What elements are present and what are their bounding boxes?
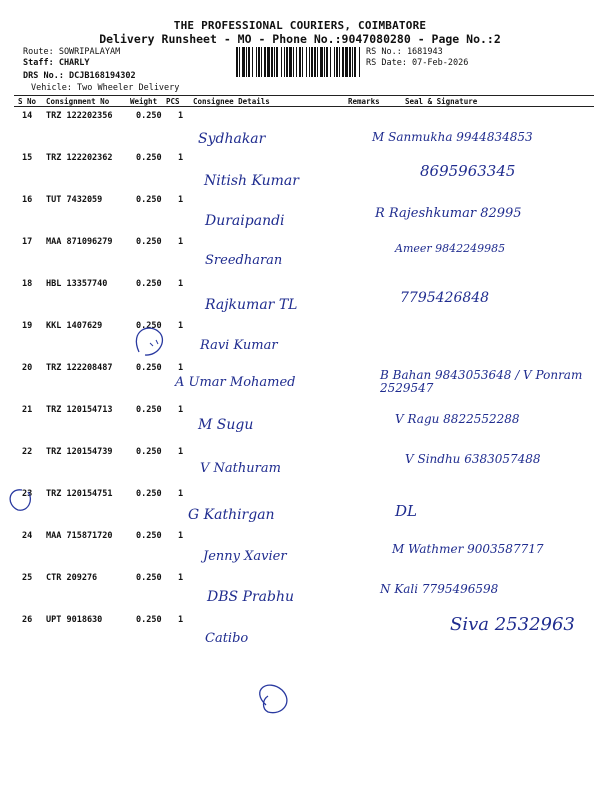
row-consignment-no: MAA 871096279	[46, 237, 113, 247]
seal-signature: V Ragu 8822552288	[395, 412, 520, 426]
barcode-bar	[334, 47, 335, 77]
seal-signature: V Sindhu 6383057488	[405, 452, 541, 466]
barcode-bar	[336, 47, 338, 77]
barcode-bar	[246, 47, 247, 77]
col-sno: S No	[18, 97, 37, 106]
consignee-signature: Jenny Xavier	[203, 549, 287, 564]
barcode-bar	[261, 47, 262, 77]
barcode-bar	[293, 47, 294, 77]
row-weight: 0.250	[136, 237, 162, 247]
row-sno: 14	[22, 111, 33, 121]
consignee-signature: Ravi Kumar	[200, 338, 278, 353]
vehicle-label: Vehicle: Two Wheeler Delivery	[31, 83, 180, 93]
barcode-bar	[242, 47, 245, 77]
consignee-signature: Sydhakar	[198, 131, 266, 147]
col-seal: Seal & Signature	[405, 97, 478, 106]
row-consignment-no: UPT 9018630	[46, 615, 103, 625]
row-weight: 0.250	[136, 279, 162, 289]
col-remarks: Remarks	[348, 97, 380, 106]
row-consignment-no: TRZ 120154751	[46, 489, 113, 499]
row-pcs: 1	[178, 111, 184, 121]
row-consignment-no: TRZ 122202356	[46, 111, 113, 121]
row-consignment-no: HBL 13357740	[46, 279, 108, 289]
row-sno: 22	[22, 447, 33, 457]
table-row	[0, 363, 600, 405]
row-pcs: 1	[178, 447, 184, 457]
row-sno: 26	[22, 615, 33, 625]
barcode-bar	[320, 47, 323, 77]
row-weight: 0.250	[136, 615, 162, 625]
barcode-bar	[281, 47, 282, 77]
row-sno: 17	[22, 237, 33, 247]
seal-signature: M Wathmer 9003587717	[392, 542, 544, 556]
barcode-bar	[309, 47, 310, 77]
barcode-bar	[306, 47, 307, 77]
barcode-bar	[289, 47, 292, 77]
runsheet-subtitle: Delivery Runsheet - MO - Phone No.:9047080280 - Page No.:2	[99, 32, 501, 46]
barcode-bar	[236, 47, 238, 77]
barcode-bar	[339, 47, 340, 77]
row-sno: 15	[22, 153, 33, 163]
row-weight: 0.250	[136, 573, 162, 583]
row-weight: 0.250	[136, 447, 162, 457]
row-sno: 24	[22, 531, 33, 541]
row-weight: 0.250	[136, 489, 162, 499]
seal-signature: Siva 2532963	[450, 614, 575, 635]
barcode-bar	[286, 47, 288, 77]
row-sno: 20	[22, 363, 33, 373]
header-divider	[14, 95, 594, 96]
consignee-signature: DBS Prabhu	[207, 589, 295, 605]
row-pcs: 1	[178, 153, 184, 163]
barcode-bar	[314, 47, 316, 77]
row-consignment-no: KKL 1407629	[46, 321, 103, 331]
table-row	[0, 321, 600, 363]
seal-signature: R Rajeshkumar 82995	[375, 206, 522, 221]
row-pcs: 1	[178, 615, 184, 625]
barcode-bar	[284, 47, 285, 77]
row-sno: 18	[22, 279, 33, 289]
row-consignment-no: TRZ 120154739	[46, 447, 113, 457]
barcode-bar	[276, 47, 278, 77]
row-pcs: 1	[178, 573, 184, 583]
consignee-signature: G Kathirgan	[188, 507, 275, 523]
seal-signature: Ameer 9842249985	[395, 242, 506, 255]
route-label: Route: SOWRIPALAYAM	[23, 47, 121, 57]
table-row	[0, 153, 600, 195]
barcode-bar	[354, 47, 356, 77]
row-consignment-no: TRZ 122202362	[46, 153, 113, 163]
barcode-bar	[248, 47, 250, 77]
table-row	[0, 573, 600, 615]
col-consignment: Consignment No	[46, 97, 110, 106]
row-consignment-no: MAA 715871720	[46, 531, 113, 541]
barcode-bar	[252, 47, 253, 77]
consignee-signature: A Umar Mohamed	[175, 375, 296, 390]
barcode-bar	[274, 47, 275, 77]
row-pcs: 1	[178, 195, 184, 205]
barcode-bar	[267, 47, 270, 77]
table-row	[0, 279, 600, 321]
col-consignee: Consignee Details	[193, 97, 270, 106]
barcode-bar	[345, 47, 348, 77]
barcode-bar	[299, 47, 301, 77]
seal-signature: B Bahan 9843053648 / V Ponram 2529547	[380, 368, 583, 396]
barcode-bar	[256, 47, 257, 77]
row-weight: 0.250	[136, 195, 162, 205]
barcode-bar	[317, 47, 318, 77]
col-weight: Weight	[130, 97, 158, 106]
seal-signature: N Kali 7795496598	[380, 582, 499, 596]
table-row	[0, 489, 600, 531]
rs-date: RS Date: 07-Feb-2026	[366, 58, 469, 68]
row-weight: 0.250	[136, 531, 162, 541]
row-sno: 16	[22, 195, 33, 205]
seal-signature: 7795426848	[400, 290, 490, 306]
barcode-bar	[342, 47, 344, 77]
barcode-bar	[311, 47, 313, 77]
row-sno: 19	[22, 321, 33, 331]
table-row	[0, 237, 600, 279]
seal-signature: DL	[395, 502, 417, 520]
barcode-bar	[302, 47, 303, 77]
row-sno: 25	[22, 573, 33, 583]
consignee-signature: Rajkumar TL	[205, 297, 298, 313]
row-weight: 0.250	[136, 321, 162, 331]
barcode-bar	[326, 47, 328, 77]
table-row	[0, 447, 600, 489]
row-weight: 0.250	[136, 153, 162, 163]
barcode	[236, 47, 362, 77]
header-divider-bottom	[14, 106, 594, 107]
row-weight: 0.250	[136, 363, 162, 373]
barcode-bar	[296, 47, 297, 77]
table-row	[0, 195, 600, 237]
table-row	[0, 531, 600, 573]
barcode-bar	[258, 47, 260, 77]
consignee-signature: Duraipandi	[205, 213, 285, 229]
staff-label: Staff: CHARLY	[23, 58, 90, 68]
row-sno: 21	[22, 405, 33, 415]
drs-label: DRS No.: DCJB168194302	[23, 71, 136, 81]
table-row	[0, 111, 600, 153]
barcode-bar	[359, 47, 360, 77]
barcode-bar	[349, 47, 351, 77]
row-pcs: 1	[178, 279, 184, 289]
row-pcs: 1	[178, 321, 184, 331]
row-consignment-no: TUT 7432059	[46, 195, 103, 205]
barcode-bar	[239, 47, 240, 77]
row-consignment-no: CTR 209276	[46, 573, 98, 583]
row-sno: 23	[22, 489, 33, 499]
table-row	[0, 615, 600, 657]
row-consignment-no: TRZ 122208487	[46, 363, 113, 373]
row-weight: 0.250	[136, 405, 162, 415]
rs-number: RS No.: 1681943	[366, 47, 443, 57]
row-pcs: 1	[178, 531, 184, 541]
row-pcs: 1	[178, 405, 184, 415]
barcode-bar	[330, 47, 331, 77]
barcode-bar	[352, 47, 353, 77]
barcode-bar	[271, 47, 273, 77]
barcode-bar	[324, 47, 325, 77]
table-row	[0, 405, 600, 447]
company-title: THE PROFESSIONAL COURIERS, COIMBATORE	[173, 19, 427, 32]
row-pcs: 1	[178, 363, 184, 373]
consignee-signature: V Nathuram	[200, 461, 281, 476]
barcode-bar	[264, 47, 266, 77]
row-weight: 0.250	[136, 111, 162, 121]
seal-signature: 8695963345	[420, 162, 516, 180]
seal-signature: M Sanmukha 9944834853	[372, 130, 533, 144]
consignee-signature: Catibo	[205, 631, 249, 646]
row-pcs: 1	[178, 237, 184, 247]
consignee-signature: M Sugu	[198, 417, 254, 433]
row-consignment-no: TRZ 120154713	[46, 405, 113, 415]
consignee-signature: Sreedharan	[205, 253, 283, 268]
col-pcs: PCS	[166, 97, 180, 106]
consignee-signature: Nitish Kumar	[204, 173, 299, 189]
row-pcs: 1	[178, 489, 184, 499]
